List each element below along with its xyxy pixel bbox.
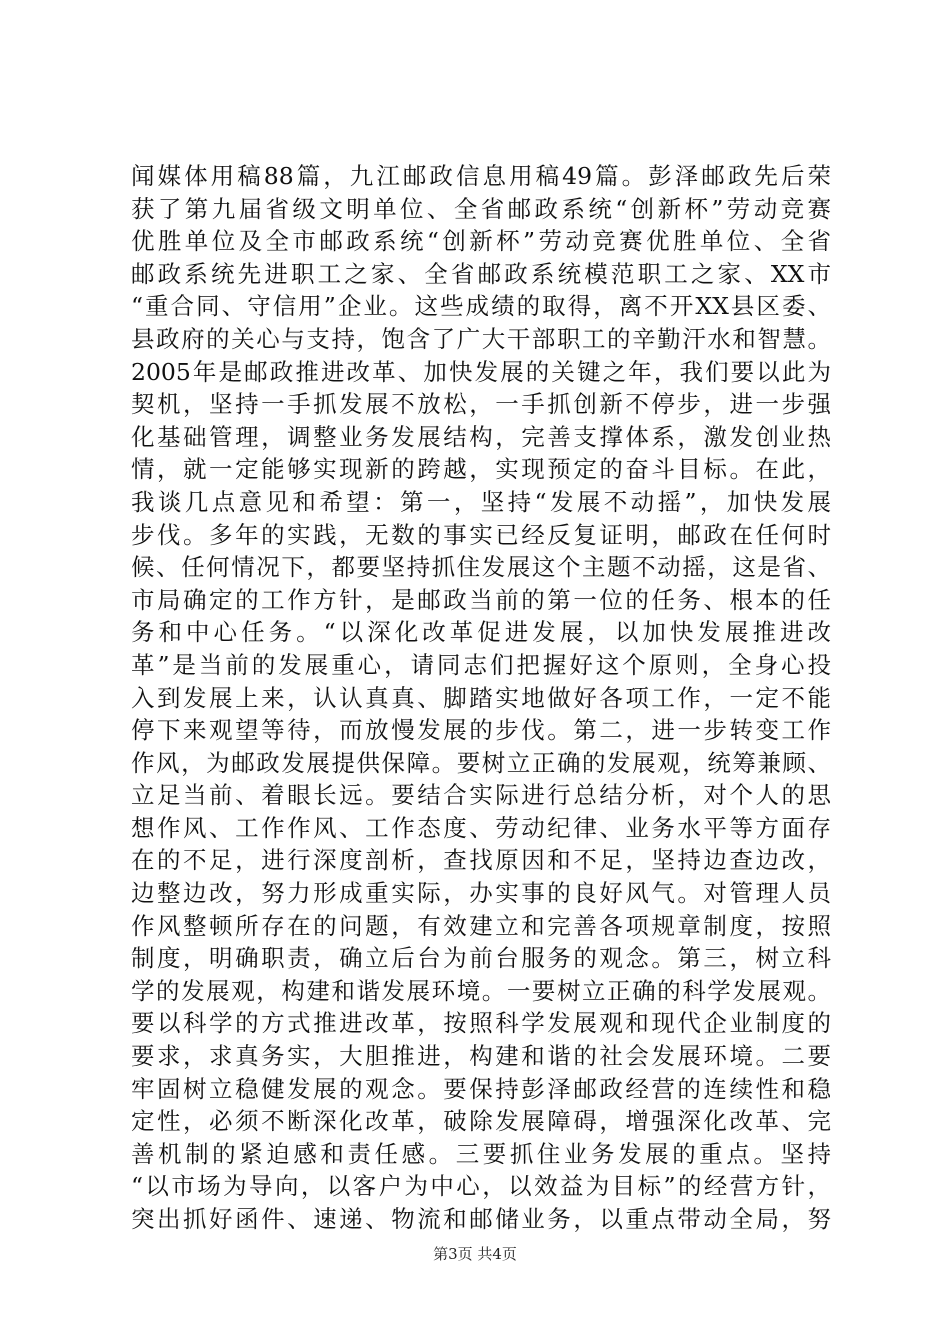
text-line: 边整边改，努力形成重实际，办实事的良好风气。对管理人员 — [131, 879, 831, 908]
text-line: 作风，为邮政发展提供保障。要树立正确的发展观，统筹兼顾、 — [131, 748, 831, 777]
text-line: 契机，坚持一手抓发展不放松，一手抓创新不停步，进一步强 — [131, 390, 831, 419]
text-line: 定性，必须不断深化改革，破除发展障碍，增强深化改革、完 — [131, 1107, 831, 1136]
text-line: 我谈几点意见和希望：第一，坚持“发展不动摇”，加快发展 — [131, 487, 831, 516]
text-line: 务和中心任务。“以深化改革促进发展，以加快发展推进改 — [131, 618, 831, 647]
text-line: 在的不足，进行深度剖析，查找原因和不足，坚持边查边改， — [131, 846, 831, 875]
text-line: 县政府的关心与支持，饱含了广大干部职工的辛勤汗水和智慧。 — [131, 324, 831, 353]
text-line: 善机制的紧迫感和责任感。三要抓住业务发展的重点。坚持 — [131, 1139, 831, 1168]
text-line: 步伐。多年的实践，无数的事实已经反复证明，邮政在任何时 — [131, 520, 831, 549]
text-line: 立足当前、着眼长远。要结合实际进行总结分析，对个人的思 — [131, 781, 831, 810]
text-line: 邮政系统先进职工之家、全省邮政系统模范职工之家、XX市 — [131, 259, 831, 288]
text-line: 获了第九届省级文明单位、全省邮政系统“创新杯”劳动竞赛 — [131, 194, 831, 223]
text-line: 情，就一定能够实现新的跨越，实现预定的奋斗目标。在此， — [131, 455, 831, 484]
text-line: 牢固树立稳健发展的观念。要保持彭泽邮政经营的连续性和稳 — [131, 1074, 831, 1103]
page-footer: 第3页 共4页 — [433, 1245, 517, 1263]
text-line: 候、任何情况下，都要坚持抓住发展这个主题不动摇，这是省、 — [131, 553, 831, 582]
text-line: “以市场为导向，以客户为中心，以效益为目标”的经营方针， — [131, 1172, 831, 1201]
text-line: 市局确定的工作方针，是邮政当前的第一位的任务、根本的任 — [131, 585, 831, 614]
text-line: 突出抓好函件、速递、物流和邮储业务，以重点带动全局，努 — [131, 1205, 831, 1233]
text-line: 闻媒体用稿88篇，九江邮政信息用稿49篇。彭泽邮政先后荣 — [131, 162, 831, 190]
text-line: 优胜单位及全市邮政系统“创新杯”劳动竞赛优胜单位、全省 — [131, 227, 831, 256]
text-line: “重合同、守信用”企业。这些成绩的取得，离不开XX县区委、 — [131, 292, 831, 321]
text-line: 作风整顿所存在的问题，有效建立和完善各项规章制度，按照 — [131, 911, 831, 940]
text-line: 革”是当前的发展重心，请同志们把握好这个原则，全身心投 — [131, 650, 831, 679]
text-line: 要以科学的方式推进改革，按照科学发展观和现代企业制度的 — [131, 1009, 831, 1038]
body-text — [131, 160, 831, 1236]
text-line: 化基础管理，调整业务发展结构，完善支撑体系，激发创业热 — [131, 422, 831, 451]
text-line: 要求，求真务实，大胆推进，构建和谐的社会发展环境。二要 — [131, 1042, 831, 1071]
text-line: 停下来观望等待，而放慢发展的步伐。第二，进一步转变工作 — [131, 716, 831, 745]
text-line: 学的发展观，构建和谐发展环境。一要树立正确的科学发展观。 — [131, 976, 831, 1005]
text-line: 2005年是邮政推进改革、加快发展的关键之年，我们要以此为 — [131, 357, 831, 386]
text-line: 制度，明确职责，确立后台为前台服务的观念。第三，树立科 — [131, 944, 831, 973]
text-line: 入到发展上来，认认真真、脚踏实地做好各项工作，一定不能 — [131, 683, 831, 712]
text-line: 想作风、工作作风、工作态度、劳动纪律、业务水平等方面存 — [131, 813, 831, 842]
